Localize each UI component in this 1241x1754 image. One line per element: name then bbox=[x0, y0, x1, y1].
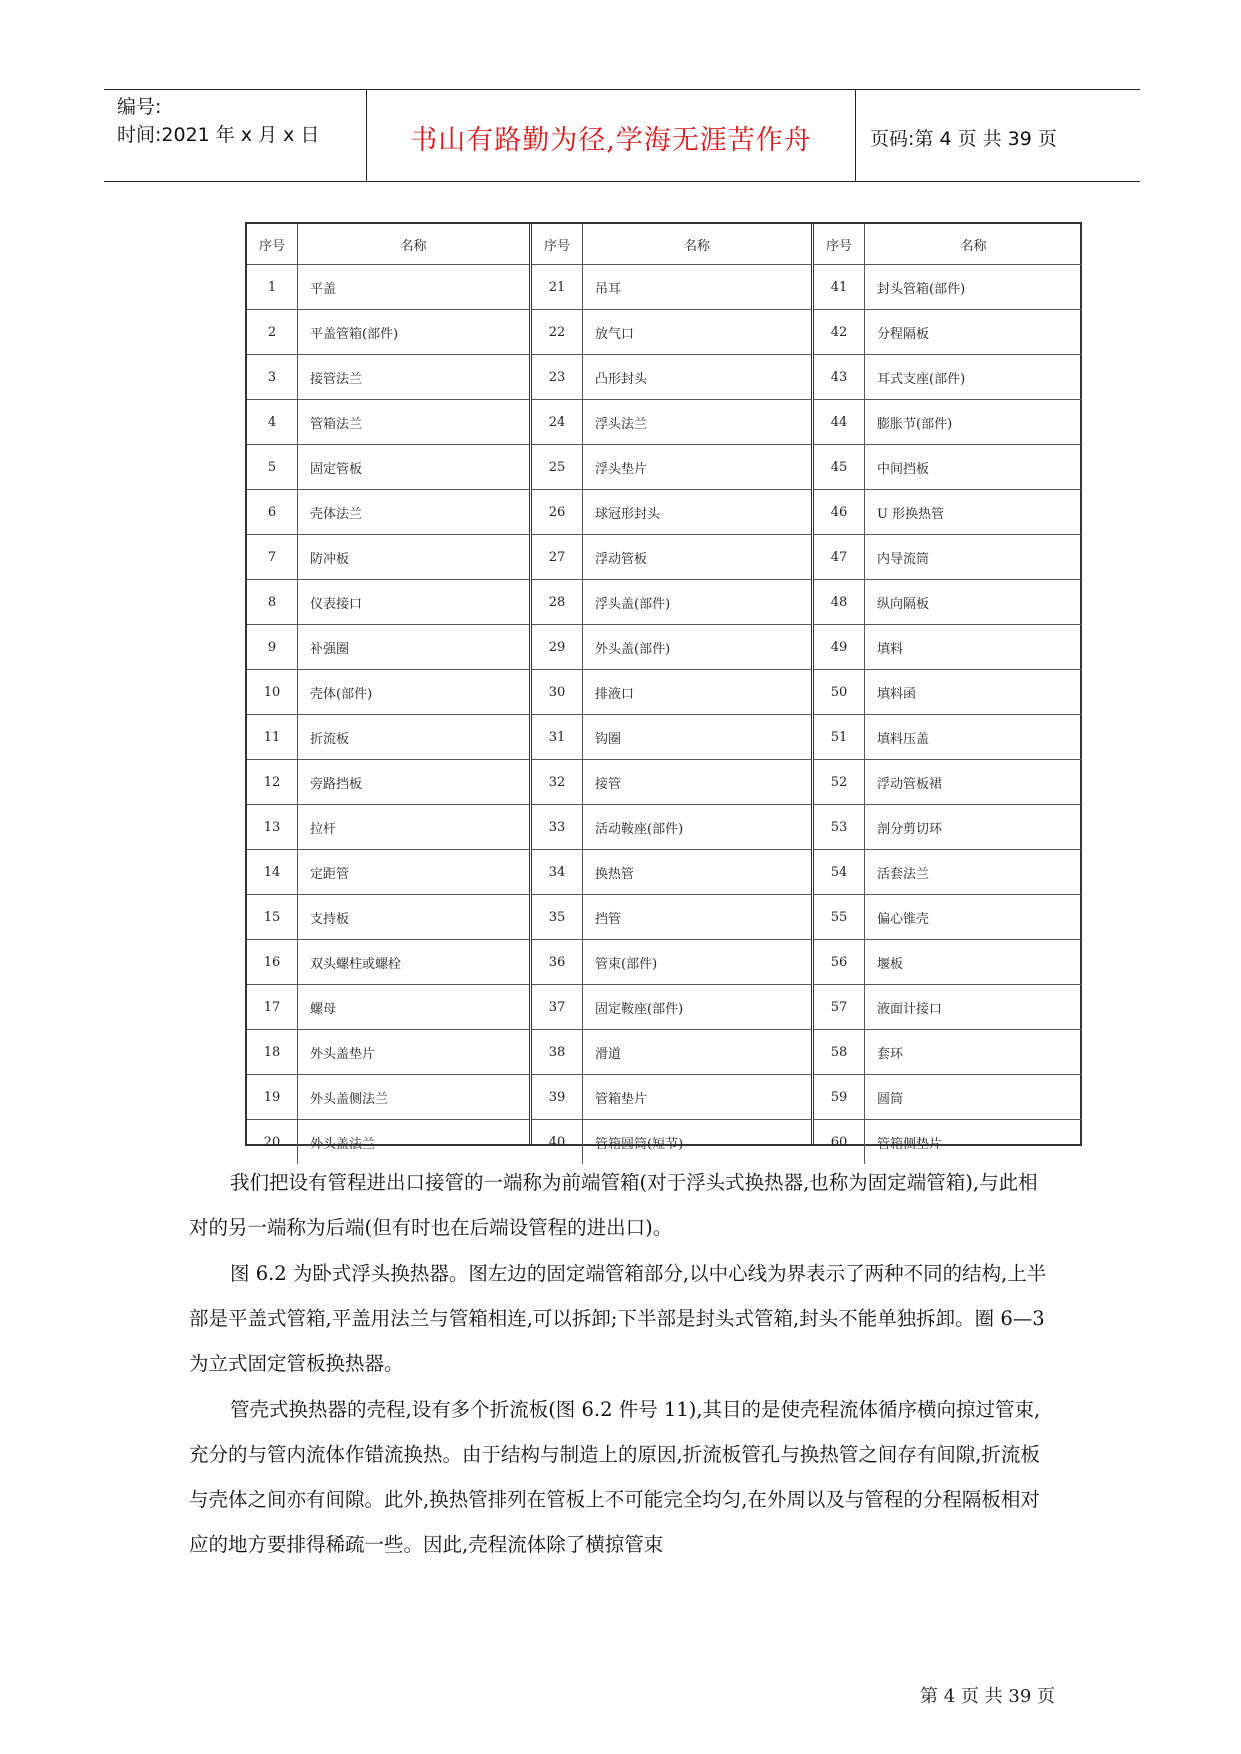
column-header-name: 名称 bbox=[298, 224, 530, 265]
header-top-rule bbox=[104, 89, 1140, 90]
table-row bbox=[532, 1030, 811, 1075]
part-number: 8 bbox=[247, 580, 298, 625]
table-row bbox=[814, 400, 1082, 445]
table-row bbox=[814, 355, 1082, 400]
part-name: 剖分剪切环 bbox=[865, 805, 1083, 850]
table-row bbox=[532, 625, 811, 670]
part-name: 浮动管板 bbox=[583, 535, 812, 580]
part-number: 58 bbox=[814, 1030, 865, 1075]
part-name: 防冲板 bbox=[298, 535, 530, 580]
parts-column-group bbox=[811, 224, 1082, 1152]
part-number: 52 bbox=[814, 760, 865, 805]
table-header-row bbox=[532, 224, 811, 265]
table-row bbox=[247, 535, 529, 580]
part-number: 47 bbox=[814, 535, 865, 580]
page-footer: 第 4 页 共 39 页 bbox=[920, 1686, 1055, 1707]
part-number: 28 bbox=[532, 580, 583, 625]
part-number: 53 bbox=[814, 805, 865, 850]
part-number: 59 bbox=[814, 1075, 865, 1120]
part-number: 2 bbox=[247, 310, 298, 355]
part-number: 29 bbox=[532, 625, 583, 670]
part-name: 浮头法兰 bbox=[583, 400, 812, 445]
table-row bbox=[247, 580, 529, 625]
part-name: 凸形封头 bbox=[583, 355, 812, 400]
part-number: 27 bbox=[532, 535, 583, 580]
table-row bbox=[814, 535, 1082, 580]
part-number: 11 bbox=[247, 715, 298, 760]
part-name: 外头盖垫片 bbox=[298, 1030, 530, 1075]
column-header-name: 名称 bbox=[865, 224, 1083, 265]
table-row bbox=[814, 850, 1082, 895]
table-row bbox=[532, 985, 811, 1030]
part-number: 4 bbox=[247, 400, 298, 445]
table-row bbox=[532, 715, 811, 760]
table-row bbox=[814, 805, 1082, 850]
table-row bbox=[247, 355, 529, 400]
table-row bbox=[532, 355, 811, 400]
part-number: 41 bbox=[814, 265, 865, 310]
part-number: 42 bbox=[814, 310, 865, 355]
part-number: 49 bbox=[814, 625, 865, 670]
part-name: 固定鞍座(部件) bbox=[583, 985, 812, 1030]
table-row bbox=[814, 310, 1082, 355]
part-number: 17 bbox=[247, 985, 298, 1030]
part-number: 57 bbox=[814, 985, 865, 1030]
part-number: 21 bbox=[532, 265, 583, 310]
table-row bbox=[814, 580, 1082, 625]
part-number: 9 bbox=[247, 625, 298, 670]
table-row bbox=[814, 985, 1082, 1030]
part-number: 25 bbox=[532, 445, 583, 490]
part-name: 活套法兰 bbox=[865, 850, 1083, 895]
part-name: 浮动管板裙 bbox=[865, 760, 1083, 805]
part-name: 仪表接口 bbox=[298, 580, 530, 625]
part-name: 双头螺柱或螺栓 bbox=[298, 940, 530, 985]
part-number: 20 bbox=[247, 1120, 298, 1165]
table-row bbox=[247, 1075, 529, 1120]
part-name: 管箱侧垫片 bbox=[865, 1120, 1083, 1165]
table-row bbox=[532, 760, 811, 805]
part-name: 管箱圆筒(短节) bbox=[583, 1120, 812, 1165]
part-name: 填料压盖 bbox=[865, 715, 1083, 760]
table-row bbox=[814, 445, 1082, 490]
part-name: 管束(部件) bbox=[583, 940, 812, 985]
part-name: 内导流筒 bbox=[865, 535, 1083, 580]
part-name: 折流板 bbox=[298, 715, 530, 760]
part-number: 43 bbox=[814, 355, 865, 400]
part-number: 23 bbox=[532, 355, 583, 400]
part-name: 外头盖(部件) bbox=[583, 625, 812, 670]
part-name: 平盖 bbox=[298, 265, 530, 310]
table-row bbox=[247, 760, 529, 805]
part-name: 旁路挡板 bbox=[298, 760, 530, 805]
table-row bbox=[247, 850, 529, 895]
part-name: 吊耳 bbox=[583, 265, 812, 310]
column-header-number: 序号 bbox=[532, 224, 583, 265]
part-name: 外头盖法兰 bbox=[298, 1120, 530, 1165]
part-number: 38 bbox=[532, 1030, 583, 1075]
part-number: 46 bbox=[814, 490, 865, 535]
table-row bbox=[532, 670, 811, 715]
part-name: 壳体(部件) bbox=[298, 670, 530, 715]
table-row bbox=[247, 895, 529, 940]
part-name: 排液口 bbox=[583, 670, 812, 715]
part-name: 填料函 bbox=[865, 670, 1083, 715]
part-number: 24 bbox=[532, 400, 583, 445]
part-name: 活动鞍座(部件) bbox=[583, 805, 812, 850]
table-row bbox=[247, 985, 529, 1030]
part-number: 14 bbox=[247, 850, 298, 895]
part-name: 管箱垫片 bbox=[583, 1075, 812, 1120]
part-name: 定距管 bbox=[298, 850, 530, 895]
part-number: 1 bbox=[247, 265, 298, 310]
part-name: 放气口 bbox=[583, 310, 812, 355]
table-row bbox=[247, 715, 529, 760]
part-number: 36 bbox=[532, 940, 583, 985]
part-number: 34 bbox=[532, 850, 583, 895]
header-bottom-rule bbox=[104, 181, 1140, 182]
table-row bbox=[247, 265, 529, 310]
part-name: 耳式支座(部件) bbox=[865, 355, 1083, 400]
part-number: 10 bbox=[247, 670, 298, 715]
part-number: 12 bbox=[247, 760, 298, 805]
column-header-name: 名称 bbox=[583, 224, 812, 265]
body-paragraph: 我们把设有管程进出口接管的一端称为前端管箱(对于浮头式换热器,也称为固定端管箱),与此相对的另一端称为后端(但有时也在后端设管程的进出口)。 bbox=[189, 1171, 1038, 1239]
parts-column-group bbox=[247, 224, 529, 1152]
part-number: 31 bbox=[532, 715, 583, 760]
table-row bbox=[532, 1120, 811, 1165]
part-name: 偏心锥壳 bbox=[865, 895, 1083, 940]
part-name: 钩圈 bbox=[583, 715, 812, 760]
table-row bbox=[814, 1030, 1082, 1075]
part-number: 19 bbox=[247, 1075, 298, 1120]
table-row bbox=[814, 760, 1082, 805]
part-name: 圆筒 bbox=[865, 1075, 1083, 1120]
table-row bbox=[247, 805, 529, 850]
part-name: 接管法兰 bbox=[298, 355, 530, 400]
part-number: 45 bbox=[814, 445, 865, 490]
table-row bbox=[814, 715, 1082, 760]
table-row bbox=[247, 1120, 529, 1165]
table-row bbox=[532, 940, 811, 985]
part-name: 补强圈 bbox=[298, 625, 530, 670]
part-number: 37 bbox=[532, 985, 583, 1030]
body-paragraph: 图 6.2 为卧式浮头换热器。图左边的固定端管箱部分,以中心线为界表示了两种不同的结构,上半部是平盖式管箱,平盖用法兰与管箱相连,可以拆卸;下半部是封头式管箱,封头不能单独拆卸。圈 6—3 为立式固定管板换热器。 bbox=[189, 1262, 1047, 1375]
part-name: 支持板 bbox=[298, 895, 530, 940]
table-row bbox=[532, 580, 811, 625]
part-name: 封头管箱(部件) bbox=[865, 265, 1083, 310]
table-row bbox=[247, 670, 529, 715]
part-number: 7 bbox=[247, 535, 298, 580]
part-number: 60 bbox=[814, 1120, 865, 1165]
part-name: 球冠形封头 bbox=[583, 490, 812, 535]
table-row bbox=[532, 850, 811, 895]
header-info bbox=[117, 93, 319, 149]
table-header-row bbox=[247, 224, 529, 265]
part-number: 32 bbox=[532, 760, 583, 805]
table-row bbox=[814, 625, 1082, 670]
part-number: 51 bbox=[814, 715, 865, 760]
part-name: 液面计接口 bbox=[865, 985, 1083, 1030]
part-number: 22 bbox=[532, 310, 583, 355]
part-name: 挡管 bbox=[583, 895, 812, 940]
part-number: 56 bbox=[814, 940, 865, 985]
part-number: 6 bbox=[247, 490, 298, 535]
table-row bbox=[532, 445, 811, 490]
table-row bbox=[247, 625, 529, 670]
part-name: 填料 bbox=[865, 625, 1083, 670]
table-row bbox=[247, 490, 529, 535]
part-number: 48 bbox=[814, 580, 865, 625]
part-number: 44 bbox=[814, 400, 865, 445]
part-name: 壳体法兰 bbox=[298, 490, 530, 535]
part-name: U 形换热管 bbox=[865, 490, 1083, 535]
table-row bbox=[532, 310, 811, 355]
part-name: 膨胀节(部件) bbox=[865, 400, 1083, 445]
table-row bbox=[814, 1120, 1082, 1165]
column-header-number: 序号 bbox=[247, 224, 298, 265]
table-row bbox=[532, 805, 811, 850]
parts-column-group bbox=[529, 224, 811, 1152]
part-name: 套环 bbox=[865, 1030, 1083, 1075]
part-number: 13 bbox=[247, 805, 298, 850]
part-number: 15 bbox=[247, 895, 298, 940]
table-row bbox=[247, 400, 529, 445]
part-name: 滑道 bbox=[583, 1030, 812, 1075]
part-number: 55 bbox=[814, 895, 865, 940]
part-number: 16 bbox=[247, 940, 298, 985]
part-name: 管箱法兰 bbox=[298, 400, 530, 445]
parts-table bbox=[245, 222, 1082, 1152]
part-number: 3 bbox=[247, 355, 298, 400]
part-number: 5 bbox=[247, 445, 298, 490]
part-number: 35 bbox=[532, 895, 583, 940]
part-name: 外头盖侧法兰 bbox=[298, 1075, 530, 1120]
part-number: 54 bbox=[814, 850, 865, 895]
table-row bbox=[814, 895, 1082, 940]
table-row bbox=[247, 310, 529, 355]
header-page-code: 页码:第 4 页 共 39 页 bbox=[870, 128, 1057, 150]
table-row bbox=[814, 670, 1082, 715]
part-name: 平盖管箱(部件) bbox=[298, 310, 530, 355]
part-number: 50 bbox=[814, 670, 865, 715]
part-name: 浮头垫片 bbox=[583, 445, 812, 490]
part-number: 40 bbox=[532, 1120, 583, 1165]
time-label: 时间:2021 年 x 月 x 日 bbox=[117, 124, 320, 146]
header-motto: 书山有路勤为径,学海无涯苦作舟 bbox=[410, 125, 812, 156]
table-row bbox=[814, 265, 1082, 310]
part-number: 26 bbox=[532, 490, 583, 535]
part-name: 中间挡板 bbox=[865, 445, 1083, 490]
table-row bbox=[814, 1075, 1082, 1120]
part-name: 纵向隔板 bbox=[865, 580, 1083, 625]
table-row bbox=[532, 895, 811, 940]
table-row bbox=[247, 445, 529, 490]
part-number: 18 bbox=[247, 1030, 298, 1075]
part-name: 螺母 bbox=[298, 985, 530, 1030]
body-paragraph: 管壳式换热器的壳程,设有多个折流板(图 6.2 件号 11),其目的是使壳程流体循序横向掠过管束,充分的与管内流体作错流换热。由于结构与制造上的原因,折流板管孔与换热管之间存有间隙,折流板与壳体之间亦有间隙。此外,换热管排列在管板上不可能完全均匀,在外周以及与管程的分程隔板相对应的地方要排得稀疏一些。因此,壳程流体除了横掠管束 bbox=[189, 1398, 1041, 1556]
part-number: 33 bbox=[532, 805, 583, 850]
part-number: 39 bbox=[532, 1075, 583, 1120]
table-row bbox=[247, 1030, 529, 1075]
table-row bbox=[532, 535, 811, 580]
doc-number-label: 编号: bbox=[117, 96, 162, 118]
part-number: 30 bbox=[532, 670, 583, 715]
part-name: 换热管 bbox=[583, 850, 812, 895]
table-row bbox=[532, 1075, 811, 1120]
part-name: 接管 bbox=[583, 760, 812, 805]
table-row bbox=[532, 400, 811, 445]
table-header-row bbox=[814, 224, 1082, 265]
part-name: 浮头盖(部件) bbox=[583, 580, 812, 625]
table-row bbox=[247, 940, 529, 985]
column-header-number: 序号 bbox=[814, 224, 865, 265]
table-row bbox=[532, 490, 811, 535]
part-name: 拉杆 bbox=[298, 805, 530, 850]
table-row bbox=[814, 490, 1082, 535]
part-name: 分程隔板 bbox=[865, 310, 1083, 355]
table-row bbox=[814, 940, 1082, 985]
part-name: 堰板 bbox=[865, 940, 1083, 985]
header-divider bbox=[855, 89, 856, 181]
part-name: 固定管板 bbox=[298, 445, 530, 490]
table-row bbox=[532, 265, 811, 310]
